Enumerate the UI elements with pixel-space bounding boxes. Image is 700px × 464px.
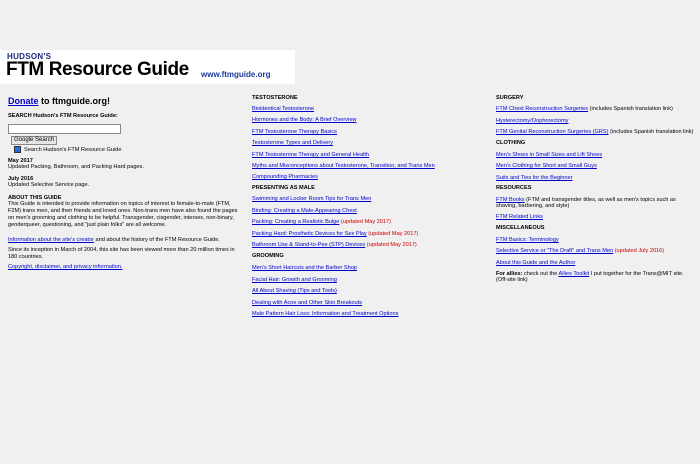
since-line-2: 180 countries. — [8, 254, 44, 260]
link-packing-hard[interactable]: Packing Hard: Prosthetic Devices for Sex Play — [252, 231, 367, 237]
link-mens-shoes[interactable]: Men's Shoes in Small Sizes and Lift Shoes — [496, 152, 603, 158]
presenting-item — [252, 242, 417, 248]
link-haircuts-barber[interactable]: Men's Short Haircuts and the Barber Shop — [252, 265, 357, 271]
link-acne[interactable]: Dealing with Acne and Other Skin Breakouts — [252, 300, 363, 306]
creator-line — [8, 237, 220, 244]
link-shaving[interactable]: All About Shaving (Tips and Tools) — [252, 288, 337, 294]
link-packing[interactable]: Packing: Creating a Realistic Bulge — [252, 219, 340, 225]
link-hormones-body[interactable]: Hormones and the Body: A Brief Overview — [252, 117, 357, 123]
surgery-item — [496, 106, 673, 112]
link-swimming-locker[interactable]: Swimming and Locker Room Tips for Trans Men — [252, 196, 372, 202]
resources-heading: RESOURCES — [496, 185, 532, 191]
link-bathroom-stp[interactable]: Bathroom Use & Stand-to-Pee (STP) Devices — [252, 242, 366, 248]
surgery-heading: SURGERY — [496, 95, 524, 101]
right-column — [496, 92, 696, 292]
presenting-item — [252, 219, 391, 225]
update1-date: May 2017 — [8, 158, 33, 164]
search-site-label: Search Hudson's FTM Resource Guide — [24, 146, 122, 153]
packing-hard-updated-note: (updated May 2017) — [366, 231, 419, 237]
search-form — [8, 124, 121, 153]
allies-line-2: (Off-site link) — [496, 277, 528, 283]
link-ftm-books[interactable]: FTM Books — [496, 197, 525, 203]
link-testosterone-types[interactable]: Testosterone Types and Delivery — [252, 140, 334, 146]
about-title: ABOUT THIS GUIDE — [8, 195, 62, 201]
link-myths-misconceptions[interactable]: Myths and Misconceptions about Testosterone, Transition, and Trans Men — [252, 163, 435, 169]
chest-note: (includes Spanish translation link) — [588, 106, 673, 112]
banner-title: FTM Resource Guide — [6, 59, 189, 80]
link-testosterone-basics[interactable]: FTM Testosterone Therapy Basics — [252, 129, 337, 135]
copyright-link[interactable]: Copyright, disclaimer, and privacy information. — [8, 264, 123, 270]
search-site-checkbox[interactable] — [14, 146, 21, 153]
link-facial-hair[interactable]: Facial Hair: Growth and Grooming — [252, 277, 337, 283]
link-allies-toolkit[interactable]: Allies Toolkit — [558, 271, 590, 277]
misc-heading: MISCELLANEOUS — [496, 225, 545, 231]
since-line-1: Since its inception in March of 2004, this site has been viewed more than 20 million times in — [8, 247, 235, 253]
presenting-item — [252, 208, 357, 214]
google-search-button[interactable]: Google Search — [11, 136, 57, 145]
update2-date: July 2016 — [8, 176, 34, 182]
creator-link[interactable]: Information about the site's creator — [8, 237, 94, 243]
update-july-2016 — [8, 176, 89, 189]
donate-rest: to ftmguide.org! — [38, 96, 111, 106]
surgery-item — [496, 118, 568, 124]
selective-updated-note: (updated July 2016) — [613, 248, 665, 254]
about-line-4: genderqueer, questioning, and "just plain folks" are all welcome. — [8, 222, 167, 228]
link-testosterone-health[interactable]: FTM Testosterone Therapy and General Health — [252, 152, 370, 158]
allies-post: I put together for the Trans@MIT site. — [589, 271, 684, 277]
grooming-heading: GROOMING — [252, 253, 284, 259]
books-note-line-2: shaving, barbering, and style) — [496, 203, 570, 209]
banner-url: www.ftmguide.org — [201, 70, 271, 79]
link-chest-reconstruction[interactable]: FTM Chest Reconstruction Surgeries — [496, 106, 589, 112]
clothing-heading: CLOTHING — [496, 140, 526, 146]
donate-link[interactable]: Donate — [8, 96, 39, 106]
banner-hudsons: HUDSON'S — [7, 52, 52, 61]
link-suits-ties[interactable]: Suits and Ties for the Beginner — [496, 175, 573, 181]
books-note-1: (FTM and transgender titles, as well as men's topics such as — [524, 197, 676, 203]
presenting-item — [252, 231, 418, 237]
about-line-1: This Guide is intended to provide information on topics of interest to female-to-male (FTM, — [8, 201, 231, 207]
search-input[interactable] — [8, 124, 121, 134]
allies-pre: check out the — [522, 271, 559, 277]
link-genital-reconstruction[interactable]: FTM Genital Reconstruction Surgeries (GRS) — [496, 129, 609, 135]
link-mens-clothing[interactable]: Men's Clothing for Short and Small Guys — [496, 163, 597, 169]
grs-note: (includes Spanish translation link) — [608, 129, 694, 135]
middle-column — [252, 92, 477, 332]
site-banner[interactable] — [0, 50, 295, 84]
allies-bold: For allies: — [496, 271, 523, 277]
about-line-3: on men's grooming and clothing to be helpful. Transgender, cisgender, intersex, non-binary, — [8, 215, 234, 221]
link-selective-service[interactable]: Selective Service or "The Draft" and Trans Men — [496, 248, 614, 254]
link-bioidentical-testosterone[interactable]: Bioidentical Testosterone — [252, 106, 315, 112]
search-title: SEARCH Hudson's FTM Resource Guide: — [8, 113, 118, 119]
surgery-item — [496, 129, 693, 135]
presenting-heading: PRESENTING AS MALE — [252, 185, 315, 191]
creator-rest: and about the history of the FTM Resource Guide. — [93, 237, 220, 243]
packing-updated-note: (updated May 2017) — [339, 219, 391, 225]
about-section — [8, 195, 248, 229]
link-about-guide-author[interactable]: About this Guide and the Author — [496, 260, 576, 266]
misc-item — [496, 248, 664, 254]
bathroom-updated-note: (updated May 2017) — [365, 242, 417, 248]
link-related-links[interactable]: FTM Related Links — [496, 214, 543, 220]
search-site-option[interactable] — [14, 146, 121, 153]
about-line-2: F2M) trans men, and their friends and loved ones. Non-trans men have also found the pages — [8, 208, 238, 214]
link-hair-loss[interactable]: Male Pattern Hair Loss: Information and Treatment Options — [252, 311, 399, 317]
link-binding[interactable]: Binding: Creating a Male-Appearing Chest — [252, 208, 357, 214]
link-compounding-pharmacies[interactable]: Compounding Pharmacies — [252, 174, 318, 180]
donate-line — [8, 96, 240, 106]
update2-text: Updated Selective Service page. — [8, 182, 90, 188]
link-hysterectomy[interactable]: Hysterectomy/Oophorectomy — [496, 118, 569, 124]
update1-text: Updated Packing, Bathroom, and Packing Hard pages. — [8, 164, 144, 170]
copyright-line — [8, 264, 122, 271]
presenting-item — [252, 196, 371, 202]
testosterone-heading: TESTOSTERONE — [252, 95, 298, 101]
update-may-2017 — [8, 158, 144, 171]
link-terminology[interactable]: FTM Basics: Terminology — [496, 237, 559, 243]
since-section — [8, 247, 248, 261]
left-column — [8, 92, 240, 270]
